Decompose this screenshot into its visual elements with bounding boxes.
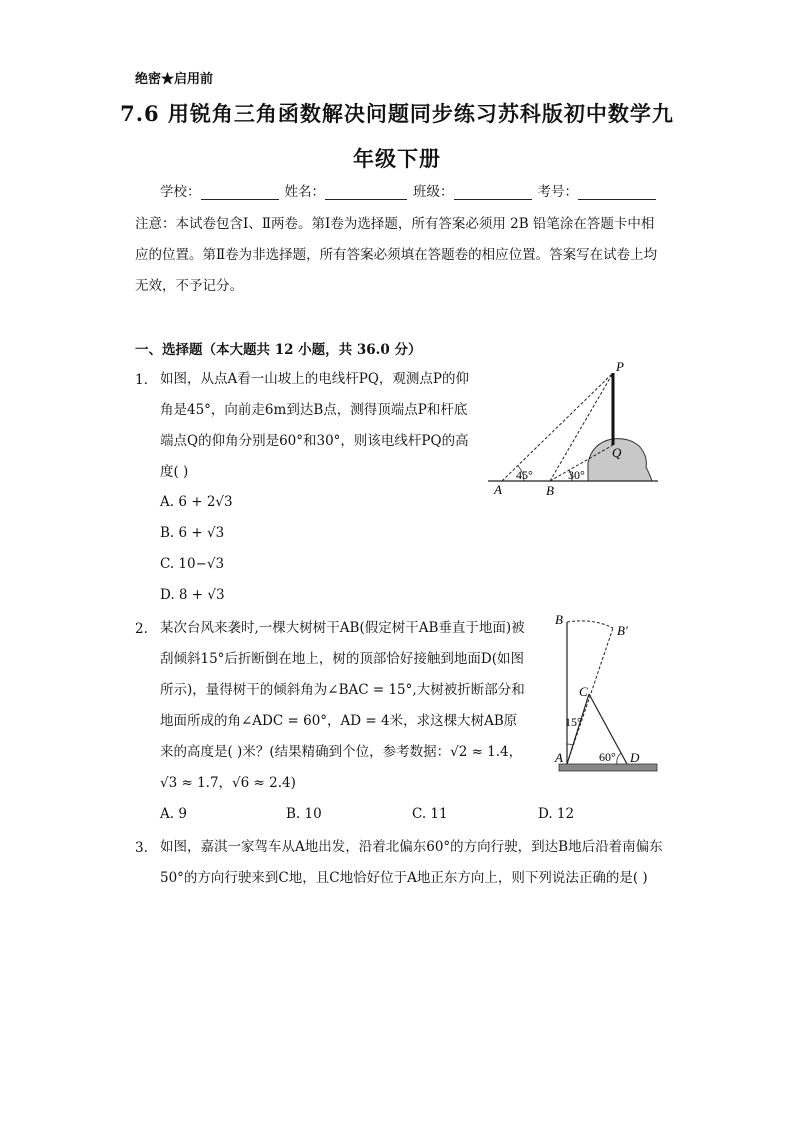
angle-60: 60°: [599, 750, 616, 764]
question-2-text: 某次台风来袭时,一棵大树树干AB(假定树干AB垂直于地面)被刮倾斜15°后折断倒在地上，树的顶部恰好接触到地面D(如图所示)，量得树干的倾斜角为∠BAC = 15°,大树被折断部分和地面所成的角∠ADC = 60°，AD = 4米，求这棵大树AB原来的高度是( )米？(结果精确到个位，参考数据：√2 ≈ 1.4，√3 ≈ 1.7，√6 ≈ 2.4): [160, 620, 525, 791]
sqrt3: √3: [215, 494, 233, 510]
option-b-label: B. 6 +: [160, 525, 207, 541]
question-2-option-b[interactable]: B. 10: [286, 806, 322, 822]
exam-number-field[interactable]: [538, 180, 663, 200]
question-2-option-c[interactable]: C. 11: [412, 806, 448, 822]
option-a-label: A. 6 + 2: [160, 494, 216, 510]
name-field[interactable]: [285, 180, 414, 200]
exam-number-blank[interactable]: [578, 185, 656, 200]
label-b-prime: B′: [617, 623, 628, 638]
exam-notice: 注意：本试卷包含Ⅰ、Ⅱ两卷。第Ⅰ卷为选择题，所有答案必须用 2B 铅笔涂在答题卡中相应的位置。第Ⅱ卷为非选择题，所有答案必须填在答题卷的相应位置。答案写在试卷上均无效，不予记分。: [135, 216, 658, 294]
question-3-text: 如图，嘉淇一家驾车从A地出发，沿着北偏东60°的方向行驶，到达B地后沿着南偏东50°的方向行驶来到C地，且C地恰好位于A地正东方向上，则下列说法正确的是( ): [160, 839, 663, 886]
question-1-number: 1.: [135, 372, 148, 388]
question-2-option-a[interactable]: A. 9: [160, 806, 187, 822]
ground-block: [559, 764, 657, 771]
question-2-option-d[interactable]: D. 12: [538, 806, 575, 822]
question-1-option-b[interactable]: [160, 525, 224, 541]
label-b: B: [546, 483, 554, 498]
question-1-text: 如图，从点A看一山坡上的电线杆PQ，观测点P的仰角是45°，向前走6m到达B点，测得顶端点P和杆底端点Q的仰角分别是60°和30°，则该电线杆PQ的高度( ): [160, 371, 469, 480]
school-field[interactable]: [160, 180, 285, 200]
option-d-label: D. 8 +: [160, 587, 208, 603]
label-a: A: [555, 750, 563, 765]
question-1-option-a[interactable]: [160, 494, 233, 510]
student-info-fields: [160, 180, 662, 200]
sqrt3: √3: [207, 525, 225, 541]
question-3-number: 3.: [135, 840, 148, 856]
section-title: 一、选择题（本大题共 12 小题，共 36.0 分）: [135, 342, 422, 358]
class-field[interactable]: [413, 180, 538, 200]
exam-number-label: 考号：: [537, 184, 578, 200]
angle-30: 30°: [568, 468, 585, 482]
label-q: Q: [612, 445, 622, 460]
name-label: 姓名：: [284, 184, 325, 200]
class-label: 班级：: [413, 184, 454, 200]
class-blank[interactable]: [454, 185, 532, 200]
page-title: 7.6 用锐角三角函数解决问题同步练习苏科版初中数学九: [120, 101, 674, 126]
option-c-label: C. 10−: [160, 556, 207, 572]
label-p: P: [616, 359, 624, 374]
question-2-figure: [545, 608, 665, 778]
label-a: A: [494, 482, 502, 497]
school-blank[interactable]: [201, 185, 279, 200]
school-label: 学校：: [160, 184, 201, 200]
question-2-number: 2.: [135, 621, 148, 637]
arc-bb: [567, 621, 613, 628]
sqrt3: √3: [207, 587, 225, 603]
name-blank[interactable]: [325, 185, 407, 200]
question-1-option-d[interactable]: [160, 587, 225, 603]
question-1-figure: [480, 355, 670, 500]
question-1-option-c[interactable]: [160, 556, 224, 572]
trunk-ac: [567, 694, 589, 764]
label-c: C: [579, 684, 588, 699]
angle-45: 45°: [516, 468, 533, 482]
page-title-line2: 年级下册: [353, 146, 441, 171]
confidential-label: 绝密★启用前: [135, 72, 214, 87]
sqrt3: √3: [206, 556, 225, 572]
label-b: B: [555, 612, 563, 627]
angle-15: 15°: [565, 715, 582, 729]
label-d: D: [630, 750, 640, 765]
